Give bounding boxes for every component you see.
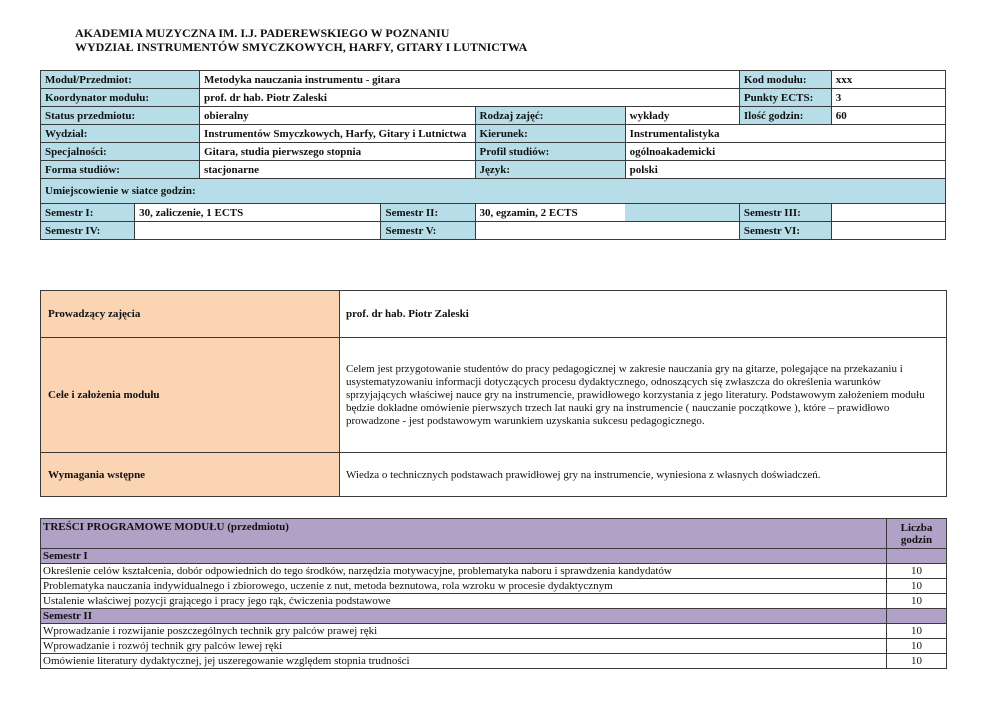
sem6-label: Semestr VI:: [739, 222, 831, 240]
sem2-value-spacer: [625, 204, 739, 222]
topic-cell: Omówienie literatury dydaktycznej, jej uszeregowanie względem stopnia trudności: [41, 654, 887, 669]
document-header: [75, 26, 527, 54]
ilosc-value: 60: [831, 107, 945, 125]
ects-value: 3: [831, 89, 945, 107]
topic-cell: Problematyka nauczania indywidualnego i zbiorowego, uczenie z nut, metoda beznutowa, rola wzroku w procesie dydaktycznym: [41, 579, 887, 594]
cele-value: Celem jest przygotowanie studentów do pracy pedagogicznej w zakresie nauczania gry na gitarze, polegające na przekazaniu i usystematyzowaniu informacji dotyczących procesu dydaktycznego, odnoszących się zwłaszcza do określenia warunków sprzyjających właściwej nauce gry na instrumencie, prawidłowego korzystania z jego literatury. Podstawowym założeniem modułu będzie dokładne omówienie pierwszych trzech lat nauki gry na instrumencie ( nauczanie początkowe ), które – prawidłowo prowadzone - jest podstawowym warunkiem uzyskania sukcesu pedagogicznego.: [340, 338, 947, 453]
topic-cell: Wprowadzanie i rozwój technik gry palców lewej ręki: [41, 639, 887, 654]
sem5-value: [475, 222, 739, 240]
module-details-table: [40, 290, 947, 497]
profil-value: ogólnoakademicki: [625, 143, 945, 161]
modul-label: Moduł/Przedmiot:: [41, 71, 200, 89]
sem6-value: [831, 222, 945, 240]
table-row: [41, 564, 947, 579]
hours-cell: 10: [887, 579, 947, 594]
cele-label: Cele i założenia modułu: [41, 338, 340, 453]
sem3-value: [831, 204, 945, 222]
status-value: obieralny: [200, 107, 476, 125]
kierunek-value: Instrumentalistyka: [625, 125, 945, 143]
modul-value: Metodyka nauczania instrumentu - gitara: [200, 71, 740, 89]
sem3-label: Semestr III:: [739, 204, 831, 222]
sem2-value: 30, egzamin, 2 ECTS: [475, 204, 625, 222]
module-info-table: [40, 70, 946, 240]
table-row: [41, 639, 947, 654]
topic-cell: Ustalenie właściwej pozycji grającego i pracy jego rąk, ćwiczenia podstawowe: [41, 594, 887, 609]
forma-label: Forma studiów:: [41, 161, 200, 179]
profil-label: Profil studiów:: [475, 143, 625, 161]
sem4-label: Semestr IV:: [41, 222, 135, 240]
specjalnosci-label: Specjalności:: [41, 143, 200, 161]
topic-cell: Określenie celów kształcenia, dobór odpowiednich do tego środków, narzędzia motywacyjne, problematyka naboru i sprawdzenia kandydatów: [41, 564, 887, 579]
prowadzacy-label: Prowadzący zajęcia: [41, 291, 340, 338]
program-title: TREŚCI PROGRAMOWE MODUŁU (przedmiotu): [41, 519, 887, 549]
semester-2-heading-hours: [887, 609, 947, 624]
wymagania-label: Wymagania wstępne: [41, 453, 340, 497]
table-row: [41, 579, 947, 594]
ects-label: Punkty ECTS:: [739, 89, 831, 107]
semester-2-heading: Semestr II: [41, 609, 887, 624]
sem1-label: Semestr I:: [41, 204, 135, 222]
wydzial-value: Instrumentów Smyczkowych, Harfy, Gitary i Lutnictwa: [200, 125, 476, 143]
kierunek-label: Kierunek:: [475, 125, 625, 143]
kod-value: xxx: [831, 71, 945, 89]
faculty-name: WYDZIAŁ INSTRUMENTÓW SMYCZKOWYCH, HARFY, GITARY I LUTNICTWA: [75, 40, 528, 54]
ilosc-label: Ilość godzin:: [739, 107, 831, 125]
specjalnosci-value: Gitara, studia pierwszego stopnia: [200, 143, 476, 161]
hours-cell: 10: [887, 624, 947, 639]
hours-cell: 10: [887, 594, 947, 609]
table-row: [41, 594, 947, 609]
prowadzacy-value: prof. dr hab. Piotr Zaleski: [340, 291, 947, 338]
semester-1-heading: Semestr I: [41, 549, 887, 564]
hours-cell: 10: [887, 654, 947, 669]
koordynator-value: prof. dr hab. Piotr Zaleski: [200, 89, 740, 107]
hours-header: Liczba godzin: [887, 519, 947, 549]
status-label: Status przedmiotu:: [41, 107, 200, 125]
table-row: [41, 654, 947, 669]
wydzial-label: Wydział:: [41, 125, 200, 143]
program-content-table: [40, 518, 947, 669]
forma-value: stacjonarne: [200, 161, 476, 179]
umiejscowienie-label: Umiejscowienie w siatce godzin:: [41, 179, 946, 204]
hours-cell: 10: [887, 564, 947, 579]
academy-name: AKADEMIA MUZYCZNA IM. I.J. PADEREWSKIEGO W POZNANIU: [75, 26, 450, 40]
rodzaj-value: wykłady: [625, 107, 739, 125]
sem4-value: [135, 222, 381, 240]
koordynator-label: Koordynator modułu:: [41, 89, 200, 107]
sem2-label: Semestr II:: [381, 204, 475, 222]
wymagania-value: Wiedza o technicznych podstawach prawidłowej gry na instrumencie, wyniesiona z własnych doświadczeń.: [340, 453, 947, 497]
kod-label: Kod modułu:: [739, 71, 831, 89]
sem1-value: 30, zaliczenie, 1 ECTS: [135, 204, 381, 222]
topic-cell: Wprowadzanie i rozwijanie poszczególnych technik gry palców prawej ręki: [41, 624, 887, 639]
hours-cell: 10: [887, 639, 947, 654]
table-row: [41, 624, 947, 639]
jezyk-value: polski: [625, 161, 945, 179]
jezyk-label: Język:: [475, 161, 625, 179]
rodzaj-label: Rodzaj zajęć:: [475, 107, 625, 125]
sem5-label: Semestr V:: [381, 222, 475, 240]
semester-1-heading-hours: [887, 549, 947, 564]
